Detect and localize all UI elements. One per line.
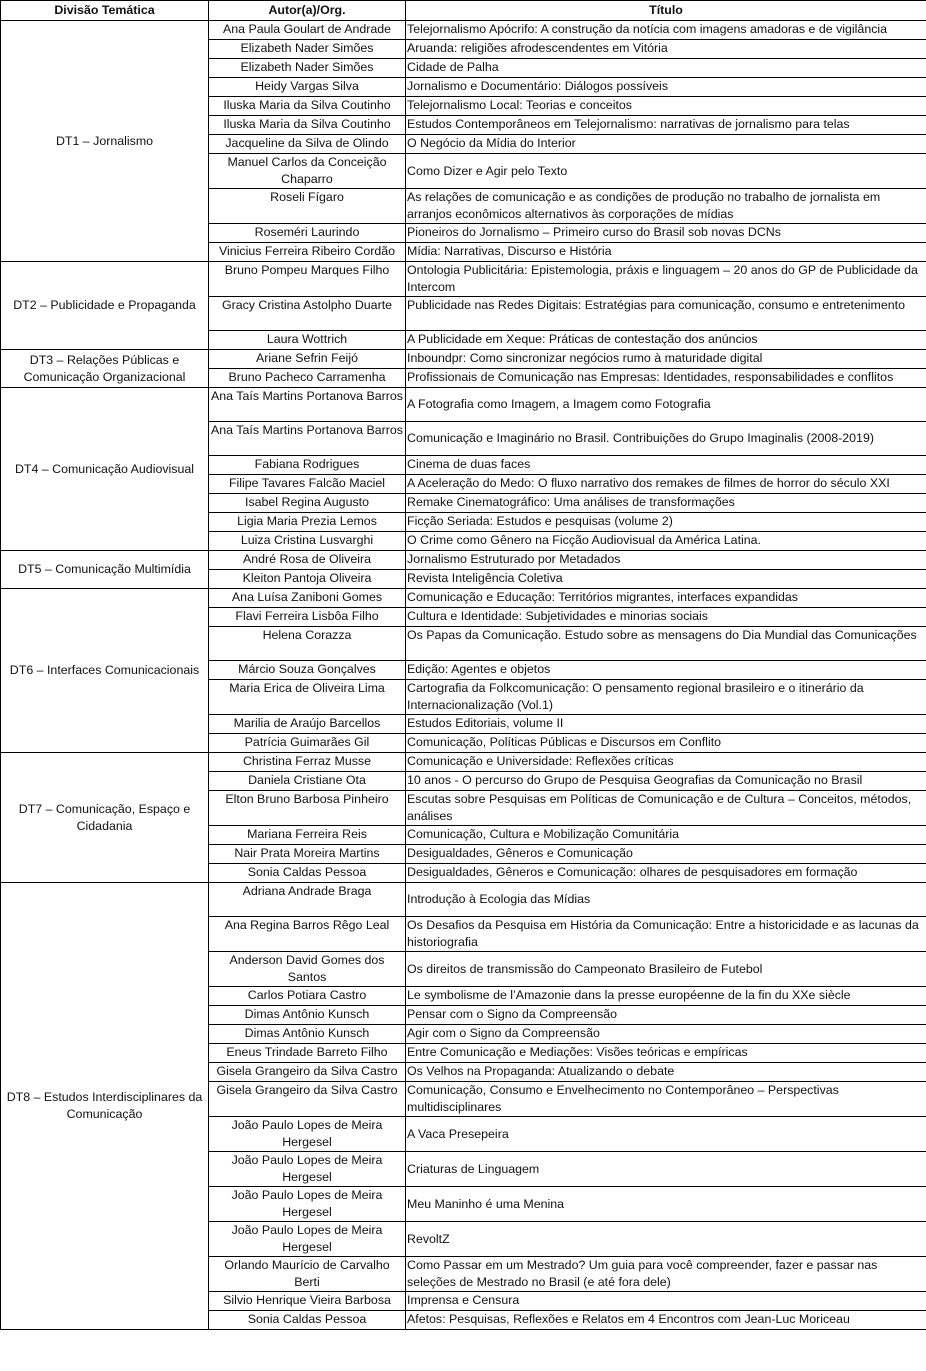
author-cell: João Paulo Lopes de Meira Hergesel (209, 1187, 406, 1222)
title-cell: Cinema de duas faces (406, 456, 926, 475)
title-cell: Aruanda: religiões afrodescendentes em Vitória (406, 40, 926, 59)
author-cell: Dimas Antônio Kunsch (209, 1025, 406, 1044)
division-cell: DT4 – Comunicação Audiovisual (1, 388, 209, 551)
title-cell: Escutas sobre Pesquisas em Políticas de Comunicação e de Cultura – Conceitos, métodos, análises (406, 791, 926, 826)
author-cell: Roseli Fígaro (209, 189, 406, 224)
author-cell: Maria Erica de Oliveira Lima (209, 680, 406, 715)
author-cell: João Paulo Lopes de Meira Hergesel (209, 1117, 406, 1152)
author-cell: Fabiana Rodrigues (209, 456, 406, 475)
author-cell: Helena Corazza (209, 627, 406, 661)
author-cell: Anderson David Gomes dos Santos (209, 952, 406, 987)
author-cell: Ana Regina Barros Rêgo Leal (209, 917, 406, 952)
title-cell: Imprensa e Censura (406, 1292, 926, 1311)
author-cell: Heidy Vargas Silva (209, 78, 406, 97)
author-cell: Gisela Grangeiro da Silva Castro (209, 1063, 406, 1082)
author-cell: Bruno Pompeu Marques Filho (209, 262, 406, 297)
title-cell: Os direitos de transmissão do Campeonato Brasileiro de Futebol (406, 952, 926, 987)
title-cell: Comunicação e Universidade: Reflexões críticas (406, 753, 926, 772)
title-cell: Introdução à Ecologia das Mídias (406, 883, 926, 917)
author-cell: Gisela Grangeiro da Silva Castro (209, 1082, 406, 1117)
header-row (1, 1, 926, 21)
title-cell: O Crime como Gênero na Ficção Audiovisual da América Latina. (406, 532, 926, 551)
title-cell: Desigualdades, Gêneros e Comunicação: olhares de pesquisadores em formação (406, 864, 926, 883)
author-cell: Marilia de Araújo Barcellos (209, 715, 406, 734)
title-cell: A Aceleração do Medo: O fluxo narrativo dos remakes de filmes de horror do século XXI (406, 475, 926, 494)
title-cell: Afetos: Pesquisas, Reflexões e Relatos em 4 Encontros com Jean-Luc Moriceau (406, 1311, 926, 1330)
author-cell: Ana Taís Martins Portanova Barros (209, 388, 406, 422)
table-body (1, 21, 926, 1330)
author-cell: Ligia Maria Prezia Lemos (209, 513, 406, 532)
author-cell: Mariana Ferreira Reis (209, 826, 406, 845)
author-cell: Eneus Trindade Barreto Filho (209, 1044, 406, 1063)
table-row (1, 589, 926, 608)
division-cell: DT7 – Comunicação, Espaço e Cidadania (1, 753, 209, 883)
division-cell: DT5 – Comunicação Multimídia (1, 551, 209, 589)
table-row (1, 551, 926, 570)
title-cell: Entre Comunicação e Mediações: Visões teóricas e empíricas (406, 1044, 926, 1063)
title-cell: Os Velhos na Propaganda: Atualizando o debate (406, 1063, 926, 1082)
title-cell: Pensar com o Signo da Compreensão (406, 1006, 926, 1025)
title-cell: Comunicação e Educação: Territórios migrantes, interfaces expandidas (406, 589, 926, 608)
author-cell: Ana Luísa Zaniboni Gomes (209, 589, 406, 608)
table-row (1, 388, 926, 422)
division-cell: DT6 – Interfaces Comunicacionais (1, 589, 209, 753)
title-cell: Os Desafios da Pesquisa em História da Comunicação: Entre a historicidade e as lacunas da historiografia (406, 917, 926, 952)
author-cell: Daniela Cristiane Ota (209, 772, 406, 791)
title-cell: Cultura e Identidade: Subjetividades e minorias sociais (406, 608, 926, 627)
author-cell: Gracy Cristina Astolpho Duarte (209, 297, 406, 331)
title-cell: Criaturas de Linguagem (406, 1152, 926, 1187)
title-cell: Publicidade nas Redes Digitais: Estratégias para comunicação, consumo e entretenimento (406, 297, 926, 331)
title-cell: Desigualdades, Gêneros e Comunicação (406, 845, 926, 864)
title-cell: Estudos Editoriais, volume II (406, 715, 926, 734)
author-cell: Ana Paula Goulart de Andrade (209, 21, 406, 40)
title-cell: Os Papas da Comunicação. Estudo sobre as mensagens do Dia Mundial das Comunicações (406, 627, 926, 661)
author-cell: Elizabeth Nader Simões (209, 59, 406, 78)
author-cell: André Rosa de Oliveira (209, 551, 406, 570)
title-cell: Jornalismo e Documentário: Diálogos possíveis (406, 78, 926, 97)
title-cell: Jornalismo Estruturado por Metadados (406, 551, 926, 570)
author-cell: Kleiton Pantoja Oliveira (209, 570, 406, 589)
author-cell: Silvio Henrique Vieira Barbosa (209, 1292, 406, 1311)
title-cell: Profissionais de Comunicação nas Empresas: Identidades, responsabilidades e conflitos (406, 369, 926, 388)
author-cell: Bruno Pacheco Carramenha (209, 369, 406, 388)
division-cell: DT2 – Publicidade e Propaganda (1, 262, 209, 350)
title-cell: A Publicidade em Xeque: Práticas de contestação dos anúncios (406, 331, 926, 350)
author-cell: João Paulo Lopes de Meira Hergesel (209, 1152, 406, 1187)
author-cell: Iluska Maria da Silva Coutinho (209, 116, 406, 135)
table-row (1, 21, 926, 40)
title-cell: Remake Cinematográfico: Uma análises de transformações (406, 494, 926, 513)
title-cell: Comunicação e Imaginário no Brasil. Contribuições do Grupo Imaginalis (2008-2019) (406, 422, 926, 456)
author-cell: Isabel Regina Augusto (209, 494, 406, 513)
author-cell: Dimas Antônio Kunsch (209, 1006, 406, 1025)
title-cell: Telejornalismo Apócrifo: A construção da notícia com imagens amadoras e de vigilância (406, 21, 926, 40)
title-cell: Comunicação, Políticas Públicas e Discursos em Conflito (406, 734, 926, 753)
author-cell: Vinicius Ferreira Ribeiro Cordão (209, 243, 406, 262)
title-cell: Ontologia Publicitária: Epistemologia, práxis e linguagem – 20 anos do GP de Publicidade da Intercom (406, 262, 926, 297)
title-cell: Inboundpr: Como sincronizar negócios rumo à maturidade digital (406, 350, 926, 369)
author-cell: Patrícia Guimarães Gil (209, 734, 406, 753)
title-cell: Cartografia da Folkcomunicação: O pensamento regional brasileiro e o itinerário da Internacionalização (Vol.1) (406, 680, 926, 715)
table-row (1, 753, 926, 772)
title-cell: Le symbolisme de l’Amazonie dans la presse européenne de la fin du XXe siècle (406, 987, 926, 1006)
title-cell: As relações de comunicação e as condições de produção no trabalho de jornalista em arranjos econômicos alternativos às corporações de mídias (406, 189, 926, 224)
division-cell: DT8 – Estudos Interdisciplinares da Comunicação (1, 883, 209, 1330)
table-row (1, 350, 926, 369)
author-cell: Sonia Caldas Pessoa (209, 864, 406, 883)
title-cell: Como Dizer e Agir pelo Texto (406, 154, 926, 189)
title-cell: A Vaca Presepeira (406, 1117, 926, 1152)
division-cell: DT3 – Relações Públicas e Comunicação Organizacional (1, 350, 209, 388)
division-cell: DT1 – Jornalismo (1, 21, 209, 262)
title-cell: O Negócio da Mídia do Interior (406, 135, 926, 154)
author-cell: Adriana Andrade Braga (209, 883, 406, 917)
title-cell: Pioneiros do Jornalismo – Primeiro curso do Brasil sob novas DCNs (406, 224, 926, 243)
author-cell: Ariane Sefrin Feijó (209, 350, 406, 369)
header-division: Divisão Temática (1, 1, 209, 21)
title-cell: Comunicação, Consumo e Envelhecimento no Contemporâneo – Perspectivas multidisciplinares (406, 1082, 926, 1117)
author-cell: Flavi Ferreira Lisbôa Filho (209, 608, 406, 627)
author-cell: Carlos Potiara Castro (209, 987, 406, 1006)
author-cell: Elizabeth Nader Simões (209, 40, 406, 59)
table-row (1, 883, 926, 917)
title-cell: RevoltZ (406, 1222, 926, 1257)
title-cell: 10 anos - O percurso do Grupo de Pesquisa Geografias da Comunicação no Brasil (406, 772, 926, 791)
author-cell: Jacqueline da Silva de Olindo (209, 135, 406, 154)
author-cell: Manuel Carlos da Conceição Chaparro (209, 154, 406, 189)
title-cell: Telejornalismo Local: Teorias e conceitos (406, 97, 926, 116)
title-cell: A Fotografia como Imagem, a Imagem como Fotografia (406, 388, 926, 422)
title-cell: Edição: Agentes e objetos (406, 661, 926, 680)
title-cell: Meu Maninho é uma Menina (406, 1187, 926, 1222)
author-cell: Orlando Maurício de Carvalho Berti (209, 1257, 406, 1292)
title-cell: Comunicação, Cultura e Mobilização Comunitária (406, 826, 926, 845)
header-title: Título (406, 1, 926, 21)
title-cell: Agir com o Signo da Compreensão (406, 1025, 926, 1044)
author-cell: Roseméri Laurindo (209, 224, 406, 243)
author-cell: Luiza Cristina Lusvarghi (209, 532, 406, 551)
title-cell: Revista Inteligência Coletiva (406, 570, 926, 589)
title-cell: Como Passar em um Mestrado? Um guia para você compreender, fazer e passar nas seleções de Mestrado no Brasil (e até fora dele) (406, 1257, 926, 1292)
title-cell: Ficção Seriada: Estudos e pesquisas (volume 2) (406, 513, 926, 532)
title-cell: Cidade de Palha (406, 59, 926, 78)
author-cell: Christina Ferraz Musse (209, 753, 406, 772)
author-cell: João Paulo Lopes de Meira Hergesel (209, 1222, 406, 1257)
author-cell: Ana Taís Martins Portanova Barros (209, 422, 406, 456)
author-cell: Iluska Maria da Silva Coutinho (209, 97, 406, 116)
author-cell: Nair Prata Moreira Martins (209, 845, 406, 864)
author-cell: Filipe Tavares Falcão Maciel (209, 475, 406, 494)
title-cell: Estudos Contemporâneos em Telejornalismo: narrativas de jornalismo para telas (406, 116, 926, 135)
author-cell: Sonia Caldas Pessoa (209, 1311, 406, 1330)
header-author: Autor(a)/Org. (209, 1, 406, 21)
table-row (1, 262, 926, 297)
author-cell: Elton Bruno Barbosa Pinheiro (209, 791, 406, 826)
author-cell: Laura Wottrich (209, 331, 406, 350)
title-cell: Mídia: Narrativas, Discurso e História (406, 243, 926, 262)
author-cell: Márcio Souza Gonçalves (209, 661, 406, 680)
